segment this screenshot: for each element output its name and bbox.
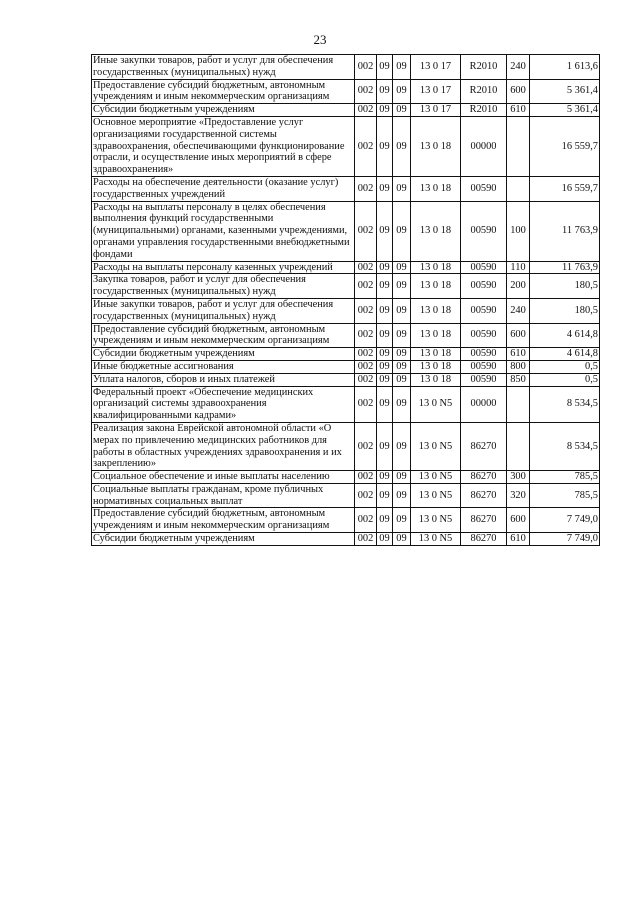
expense-type-code [507, 116, 530, 176]
expense-type-code: 240 [507, 55, 530, 80]
program-code: 13 0 18 [411, 274, 461, 299]
subsection-code: 09 [393, 360, 411, 373]
ministry-code: 002 [355, 323, 377, 348]
table-row [92, 261, 600, 274]
amount: 180,5 [530, 274, 600, 299]
expense-type-code: 100 [507, 201, 530, 261]
table-row [92, 422, 600, 470]
section-code: 09 [377, 508, 393, 533]
expense-type-code: 850 [507, 373, 530, 386]
row-name: Расходы на выплаты персоналу в целях обеспечения выполнения функций государственными (муниципальными) органами, казенными учреждениями, органами управления государственными внебюджетными фондами [92, 201, 355, 261]
subsection-code: 09 [393, 483, 411, 508]
section-code: 09 [377, 471, 393, 484]
subsection-code: 09 [393, 176, 411, 201]
ministry-code: 002 [355, 298, 377, 323]
table-row [92, 298, 600, 323]
table-row [92, 483, 600, 508]
program-code: 13 0 18 [411, 261, 461, 274]
amount: 785,5 [530, 471, 600, 484]
amount: 4 614,8 [530, 323, 600, 348]
ministry-code: 002 [355, 422, 377, 470]
direction-code: 00590 [461, 373, 507, 386]
ministry-code: 002 [355, 471, 377, 484]
ministry-code: 002 [355, 261, 377, 274]
direction-code: 00590 [461, 348, 507, 361]
section-code: 09 [377, 386, 393, 422]
table-row [92, 471, 600, 484]
direction-code: R2010 [461, 55, 507, 80]
section-code: 09 [377, 348, 393, 361]
table-row [92, 348, 600, 361]
amount: 5 361,4 [530, 79, 600, 104]
expense-type-code: 600 [507, 323, 530, 348]
row-name: Субсидии бюджетным учреждениям [92, 348, 355, 361]
direction-code: R2010 [461, 79, 507, 104]
program-code: 13 0 N5 [411, 533, 461, 546]
section-code: 09 [377, 422, 393, 470]
direction-code: 00000 [461, 386, 507, 422]
subsection-code: 09 [393, 55, 411, 80]
table-row [92, 201, 600, 261]
table-row [92, 508, 600, 533]
expense-type-code: 610 [507, 533, 530, 546]
program-code: 13 0 18 [411, 298, 461, 323]
ministry-code: 002 [355, 508, 377, 533]
budget-table [91, 54, 600, 546]
row-name: Федеральный проект «Обеспечение медицинских организаций системы здравоохранения квалифицированными кадрами» [92, 386, 355, 422]
amount: 8 534,5 [530, 386, 600, 422]
row-name: Расходы на выплаты персоналу казенных учреждений [92, 261, 355, 274]
program-code: 13 0 18 [411, 201, 461, 261]
direction-code: 86270 [461, 533, 507, 546]
amount: 5 361,4 [530, 104, 600, 117]
program-code: 13 0 N5 [411, 422, 461, 470]
section-code: 09 [377, 533, 393, 546]
section-code: 09 [377, 483, 393, 508]
row-name: Иные закупки товаров, работ и услуг для обеспечения государственных (муниципальных) нужд [92, 298, 355, 323]
amount: 16 559,7 [530, 176, 600, 201]
table-row [92, 55, 600, 80]
expense-type-code: 110 [507, 261, 530, 274]
amount: 11 763,9 [530, 201, 600, 261]
ministry-code: 002 [355, 533, 377, 546]
row-name: Субсидии бюджетным учреждениям [92, 104, 355, 117]
ministry-code: 002 [355, 386, 377, 422]
subsection-code: 09 [393, 373, 411, 386]
budget-table-body [92, 55, 600, 546]
row-name: Социальные выплаты гражданам, кроме публичных нормативных социальных выплат [92, 483, 355, 508]
table-row [92, 533, 600, 546]
amount: 0,5 [530, 360, 600, 373]
expense-type-code [507, 422, 530, 470]
page-number: 23 [313, 32, 327, 47]
program-code: 13 0 18 [411, 360, 461, 373]
subsection-code: 09 [393, 274, 411, 299]
amount: 7 749,0 [530, 533, 600, 546]
program-code: 13 0 17 [411, 55, 461, 80]
direction-code: 00590 [461, 274, 507, 299]
program-code: 13 0 18 [411, 116, 461, 176]
table-row [92, 79, 600, 104]
subsection-code: 09 [393, 471, 411, 484]
amount: 7 749,0 [530, 508, 600, 533]
expense-type-code: 610 [507, 348, 530, 361]
section-code: 09 [377, 373, 393, 386]
direction-code: 00590 [461, 176, 507, 201]
program-code: 13 0 N5 [411, 386, 461, 422]
row-name: Социальное обеспечение и иные выплаты населению [92, 471, 355, 484]
direction-code: 00590 [461, 261, 507, 274]
direction-code: 00590 [461, 360, 507, 373]
amount: 11 763,9 [530, 261, 600, 274]
row-name: Предоставление субсидий бюджетным, автономным учреждениям и иным некоммерческим организациям [92, 323, 355, 348]
table-row [92, 104, 600, 117]
section-code: 09 [377, 274, 393, 299]
subsection-code: 09 [393, 201, 411, 261]
row-name: Предоставление субсидий бюджетным, автономным учреждениям и иным некоммерческим организациям [92, 508, 355, 533]
amount: 4 614,8 [530, 348, 600, 361]
section-code: 09 [377, 360, 393, 373]
expense-type-code: 600 [507, 508, 530, 533]
amount: 8 534,5 [530, 422, 600, 470]
section-code: 09 [377, 176, 393, 201]
program-code: 13 0 N5 [411, 471, 461, 484]
table-row [92, 373, 600, 386]
subsection-code: 09 [393, 386, 411, 422]
table-row [92, 116, 600, 176]
amount: 180,5 [530, 298, 600, 323]
direction-code: 00590 [461, 201, 507, 261]
table-row [92, 386, 600, 422]
subsection-code: 09 [393, 323, 411, 348]
direction-code: 86270 [461, 508, 507, 533]
ministry-code: 002 [355, 176, 377, 201]
section-code: 09 [377, 79, 393, 104]
ministry-code: 002 [355, 104, 377, 117]
amount: 16 559,7 [530, 116, 600, 176]
expense-type-code [507, 176, 530, 201]
expense-type-code: 600 [507, 79, 530, 104]
ministry-code: 002 [355, 116, 377, 176]
ministry-code: 002 [355, 348, 377, 361]
expense-type-code: 320 [507, 483, 530, 508]
subsection-code: 09 [393, 116, 411, 176]
program-code: 13 0 18 [411, 373, 461, 386]
subsection-code: 09 [393, 298, 411, 323]
ministry-code: 002 [355, 373, 377, 386]
row-name: Расходы на обеспечение деятельности (оказание услуг) государственных учреждений [92, 176, 355, 201]
row-name: Основное мероприятие «Предоставление услуг организациями государственной системы здравоохранения, обеспечивающими функционирование отрасли, и осуществление иных мероприятий в сфере здравоохранения» [92, 116, 355, 176]
row-name: Закупка товаров, работ и услуг для обеспечения государственных (муниципальных) нужд [92, 274, 355, 299]
direction-code: 86270 [461, 483, 507, 508]
section-code: 09 [377, 323, 393, 348]
direction-code: 86270 [461, 422, 507, 470]
row-name: Иные бюджетные ассигнования [92, 360, 355, 373]
subsection-code: 09 [393, 348, 411, 361]
amount: 785,5 [530, 483, 600, 508]
expense-type-code [507, 386, 530, 422]
amount: 1 613,6 [530, 55, 600, 80]
ministry-code: 002 [355, 360, 377, 373]
section-code: 09 [377, 55, 393, 80]
program-code: 13 0 N5 [411, 483, 461, 508]
program-code: 13 0 18 [411, 176, 461, 201]
section-code: 09 [377, 298, 393, 323]
subsection-code: 09 [393, 533, 411, 546]
program-code: 13 0 N5 [411, 508, 461, 533]
subsection-code: 09 [393, 261, 411, 274]
section-code: 09 [377, 261, 393, 274]
table-row [92, 323, 600, 348]
row-name: Предоставление субсидий бюджетным, автономным учреждениям и иным некоммерческим организациям [92, 79, 355, 104]
direction-code: 00000 [461, 116, 507, 176]
table-row [92, 274, 600, 299]
ministry-code: 002 [355, 201, 377, 261]
subsection-code: 09 [393, 104, 411, 117]
subsection-code: 09 [393, 79, 411, 104]
program-code: 13 0 18 [411, 348, 461, 361]
table-row [92, 176, 600, 201]
ministry-code: 002 [355, 79, 377, 104]
row-name: Иные закупки товаров, работ и услуг для обеспечения государственных (муниципальных) нужд [92, 55, 355, 80]
row-name: Реализация закона Еврейской автономной области «О мерах по привлечению медицинских работников для работы в областных учреждениях здравоохранения и их закреплению» [92, 422, 355, 470]
expense-type-code: 300 [507, 471, 530, 484]
program-code: 13 0 17 [411, 104, 461, 117]
subsection-code: 09 [393, 422, 411, 470]
amount: 0,5 [530, 373, 600, 386]
direction-code: 00590 [461, 298, 507, 323]
table-row [92, 360, 600, 373]
program-code: 13 0 17 [411, 79, 461, 104]
program-code: 13 0 18 [411, 323, 461, 348]
expense-type-code: 610 [507, 104, 530, 117]
direction-code: 86270 [461, 471, 507, 484]
ministry-code: 002 [355, 483, 377, 508]
row-name: Уплата налогов, сборов и иных платежей [92, 373, 355, 386]
direction-code: 00590 [461, 323, 507, 348]
direction-code: R2010 [461, 104, 507, 117]
section-code: 09 [377, 201, 393, 261]
expense-type-code: 240 [507, 298, 530, 323]
row-name: Субсидии бюджетным учреждениям [92, 533, 355, 546]
section-code: 09 [377, 104, 393, 117]
expense-type-code: 200 [507, 274, 530, 299]
ministry-code: 002 [355, 274, 377, 299]
expense-type-code: 800 [507, 360, 530, 373]
ministry-code: 002 [355, 55, 377, 80]
subsection-code: 09 [393, 508, 411, 533]
section-code: 09 [377, 116, 393, 176]
